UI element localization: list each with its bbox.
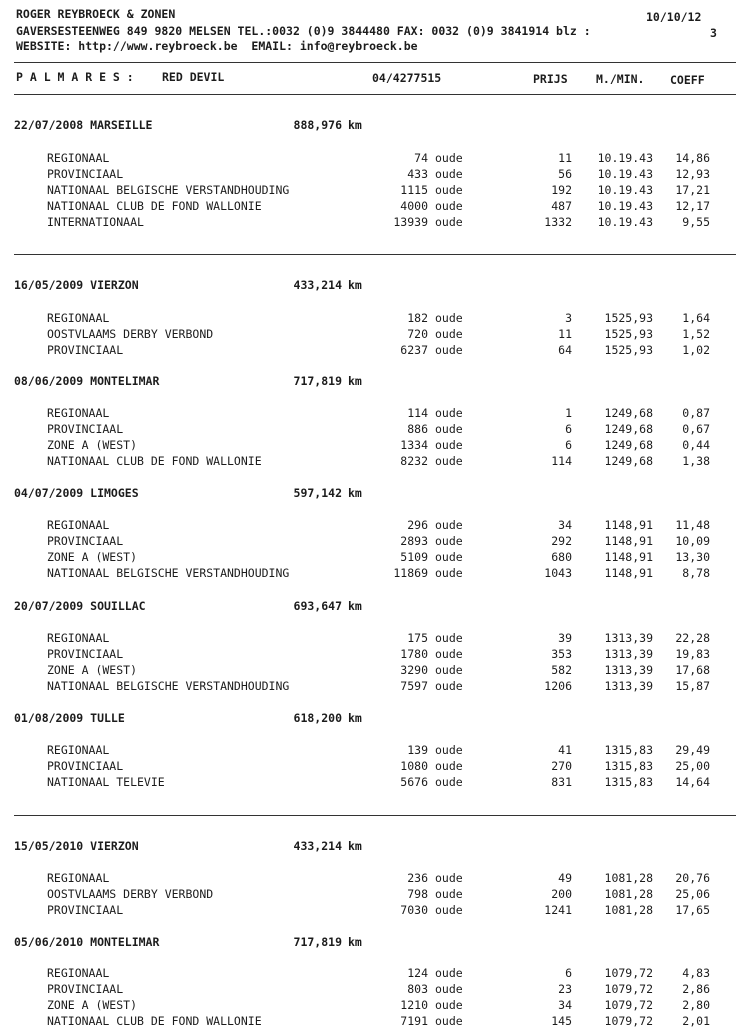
cell-prize: 6 <box>565 438 572 452</box>
cell-coeff: 0,44 <box>682 438 710 452</box>
cell-count: 114 <box>407 406 428 420</box>
race-title: 20/07/2009 SOUILLAC <box>14 599 146 613</box>
cell-cat: oude <box>435 311 463 325</box>
cell-prize: 831 <box>551 775 572 789</box>
cell-speed: 10.19.43 <box>597 151 653 165</box>
cell-speed: 1148,91 <box>604 550 653 564</box>
cell-prize: 1043 <box>544 566 572 580</box>
cell-competition: ZONE A (WEST) <box>47 550 138 564</box>
cell-competition: REGIONAAL <box>47 966 110 980</box>
bird-name: RED DEVIL <box>162 70 225 84</box>
cell-count: 8232 <box>400 454 428 468</box>
race-distance: 433,214 <box>293 278 342 292</box>
palmares-label: P A L M A R E S : <box>16 70 134 84</box>
distance-unit: km <box>348 839 362 853</box>
distance-unit: km <box>348 118 362 132</box>
cell-cat: oude <box>435 534 463 548</box>
cell-coeff: 14,86 <box>675 151 710 165</box>
cell-prize: 49 <box>558 871 572 885</box>
cell-competition: PROVINCIAAL <box>47 759 124 773</box>
cell-competition: REGIONAAL <box>47 743 110 757</box>
cell-speed: 1315,83 <box>604 743 653 757</box>
cell-competition: PROVINCIAAL <box>47 167 124 181</box>
cell-count: 124 <box>407 966 428 980</box>
company-name: ROGER REYBROECK & ZONEN <box>16 7 176 21</box>
cell-prize: 6 <box>565 966 572 980</box>
cell-prize: 353 <box>551 647 572 661</box>
column-speed: M./MIN. <box>596 72 645 86</box>
cell-count: 7191 <box>400 1014 428 1028</box>
cell-speed: 1148,91 <box>604 518 653 532</box>
cell-count: 1210 <box>400 998 428 1012</box>
cell-competition: NATIONAAL BELGISCHE VERSTANDHOUDING <box>47 566 290 580</box>
cell-coeff: 8,78 <box>682 566 710 580</box>
cell-cat: oude <box>435 454 463 468</box>
cell-coeff: 11,48 <box>675 518 710 532</box>
cell-speed: 1313,39 <box>604 663 653 677</box>
cell-count: 7597 <box>400 679 428 693</box>
cell-cat: oude <box>435 438 463 452</box>
cell-coeff: 1,64 <box>682 311 710 325</box>
cell-speed: 1315,83 <box>604 775 653 789</box>
cell-competition: NATIONAAL BELGISCHE VERSTANDHOUDING <box>47 183 290 197</box>
cell-speed: 1249,68 <box>604 422 653 436</box>
cell-competition: PROVINCIAAL <box>47 982 124 996</box>
race-title: 01/08/2009 TULLE <box>14 711 125 725</box>
cell-speed: 1148,91 <box>604 566 653 580</box>
cell-prize: 11 <box>558 327 572 341</box>
cell-count: 296 <box>407 518 428 532</box>
cell-speed: 10.19.43 <box>597 167 653 181</box>
cell-count: 803 <box>407 982 428 996</box>
cell-count: 433 <box>407 167 428 181</box>
cell-speed: 1249,68 <box>604 438 653 452</box>
race-distance: 717,819 <box>293 935 342 949</box>
cell-speed: 1525,93 <box>604 327 653 341</box>
cell-cat: oude <box>435 759 463 773</box>
cell-coeff: 1,38 <box>682 454 710 468</box>
cell-competition: REGIONAAL <box>47 311 110 325</box>
cell-count: 1080 <box>400 759 428 773</box>
cell-competition: OOSTVLAAMS DERBY VERBOND <box>47 887 214 901</box>
cell-speed: 1525,93 <box>604 311 653 325</box>
page-number: 3 <box>710 26 717 40</box>
cell-coeff: 29,49 <box>675 743 710 757</box>
column-prijs: PRIJS <box>533 72 568 86</box>
cell-coeff: 9,55 <box>682 215 710 229</box>
cell-cat: oude <box>435 743 463 757</box>
cell-cat: oude <box>435 998 463 1012</box>
cell-speed: 1148,91 <box>604 534 653 548</box>
race-title: 15/05/2010 VIERZON <box>14 839 139 853</box>
cell-cat: oude <box>435 343 463 357</box>
cell-count: 720 <box>407 327 428 341</box>
cell-prize: 1 <box>565 406 572 420</box>
cell-prize: 270 <box>551 759 572 773</box>
cell-coeff: 25,00 <box>675 759 710 773</box>
cell-cat: oude <box>435 887 463 901</box>
race-title: 05/06/2010 MONTELIMAR <box>14 935 160 949</box>
cell-count: 1334 <box>400 438 428 452</box>
cell-speed: 1081,28 <box>604 903 653 917</box>
cell-prize: 6 <box>565 422 572 436</box>
cell-speed: 1313,39 <box>604 679 653 693</box>
cell-coeff: 20,76 <box>675 871 710 885</box>
cell-competition: ZONE A (WEST) <box>47 438 138 452</box>
cell-count: 2893 <box>400 534 428 548</box>
cell-competition: INTERNATIONAAL <box>47 215 144 229</box>
cell-prize: 23 <box>558 982 572 996</box>
cell-prize: 41 <box>558 743 572 757</box>
cell-coeff: 13,30 <box>675 550 710 564</box>
cell-prize: 3 <box>565 311 572 325</box>
distance-unit: km <box>348 935 362 949</box>
cell-count: 182 <box>407 311 428 325</box>
cell-prize: 487 <box>551 199 572 213</box>
cell-speed: 1079,72 <box>604 1014 653 1028</box>
cell-count: 11869 <box>393 566 428 580</box>
cell-coeff: 10,09 <box>675 534 710 548</box>
cell-coeff: 14,64 <box>675 775 710 789</box>
cell-competition: PROVINCIAAL <box>47 903 124 917</box>
cell-competition: ZONE A (WEST) <box>47 663 138 677</box>
cell-count: 1780 <box>400 647 428 661</box>
cell-competition: REGIONAAL <box>47 406 110 420</box>
cell-cat: oude <box>435 679 463 693</box>
cell-prize: 34 <box>558 518 572 532</box>
race-title: 22/07/2008 MARSEILLE <box>14 118 153 132</box>
cell-count: 886 <box>407 422 428 436</box>
cell-speed: 1313,39 <box>604 631 653 645</box>
cell-count: 1115 <box>400 183 428 197</box>
cell-speed: 1079,72 <box>604 982 653 996</box>
cell-cat: oude <box>435 183 463 197</box>
cell-coeff: 15,87 <box>675 679 710 693</box>
cell-prize: 1206 <box>544 679 572 693</box>
cell-speed: 1315,83 <box>604 759 653 773</box>
cell-speed: 1079,72 <box>604 966 653 980</box>
cell-speed: 1249,68 <box>604 454 653 468</box>
cell-prize: 1241 <box>544 903 572 917</box>
cell-count: 4000 <box>400 199 428 213</box>
cell-competition: PROVINCIAAL <box>47 647 124 661</box>
cell-cat: oude <box>435 663 463 677</box>
cell-coeff: 4,83 <box>682 966 710 980</box>
cell-count: 175 <box>407 631 428 645</box>
cell-competition: OOSTVLAAMS DERBY VERBOND <box>47 327 214 341</box>
cell-cat: oude <box>435 1014 463 1028</box>
race-title: 08/06/2009 MONTELIMAR <box>14 374 160 388</box>
cell-competition: NATIONAAL TELEVIE <box>47 775 165 789</box>
cell-competition: PROVINCIAAL <box>47 534 124 548</box>
distance-unit: km <box>348 486 362 500</box>
cell-speed: 1079,72 <box>604 998 653 1012</box>
cell-count: 6237 <box>400 343 428 357</box>
cell-coeff: 22,28 <box>675 631 710 645</box>
cell-coeff: 17,68 <box>675 663 710 677</box>
cell-competition: NATIONAAL CLUB DE FOND WALLONIE <box>47 1014 262 1028</box>
cell-competition: PROVINCIAAL <box>47 422 124 436</box>
cell-cat: oude <box>435 151 463 165</box>
cell-coeff: 12,93 <box>675 167 710 181</box>
cell-competition: NATIONAAL CLUB DE FOND WALLONIE <box>47 454 262 468</box>
race-distance: 693,647 <box>293 599 342 613</box>
race-title: 04/07/2009 LIMOGES <box>14 486 139 500</box>
cell-cat: oude <box>435 903 463 917</box>
race-distance: 888,976 <box>293 118 342 132</box>
cell-competition: NATIONAAL BELGISCHE VERSTANDHOUDING <box>47 679 290 693</box>
cell-cat: oude <box>435 647 463 661</box>
cell-coeff: 19,83 <box>675 647 710 661</box>
cell-prize: 11 <box>558 151 572 165</box>
cell-prize: 1332 <box>544 215 572 229</box>
race-title: 16/05/2009 VIERZON <box>14 278 139 292</box>
cell-count: 5676 <box>400 775 428 789</box>
cell-cat: oude <box>435 518 463 532</box>
distance-unit: km <box>348 374 362 388</box>
cell-coeff: 2,01 <box>682 1014 710 1028</box>
cell-count: 13939 <box>393 215 428 229</box>
cell-competition: REGIONAAL <box>47 518 110 532</box>
cell-cat: oude <box>435 982 463 996</box>
cell-count: 236 <box>407 871 428 885</box>
cell-count: 3290 <box>400 663 428 677</box>
cell-speed: 1081,28 <box>604 887 653 901</box>
cell-cat: oude <box>435 327 463 341</box>
cell-cat: oude <box>435 406 463 420</box>
cell-competition: PROVINCIAAL <box>47 343 124 357</box>
cell-competition: REGIONAAL <box>47 871 110 885</box>
cell-prize: 114 <box>551 454 572 468</box>
cell-prize: 192 <box>551 183 572 197</box>
season-divider-2009 <box>14 815 736 816</box>
cell-competition: REGIONAAL <box>47 151 110 165</box>
cell-coeff: 1,02 <box>682 343 710 357</box>
cell-prize: 200 <box>551 887 572 901</box>
cell-cat: oude <box>435 215 463 229</box>
cell-prize: 56 <box>558 167 572 181</box>
cell-cat: oude <box>435 871 463 885</box>
ring-number: 04/4277515 <box>372 71 442 85</box>
header-rule <box>14 62 736 63</box>
cell-prize: 145 <box>551 1014 572 1028</box>
cell-cat: oude <box>435 167 463 181</box>
cell-count: 74 <box>414 151 428 165</box>
cell-cat: oude <box>435 199 463 213</box>
season-divider-2008 <box>14 254 736 255</box>
cell-competition: REGIONAAL <box>47 631 110 645</box>
cell-coeff: 2,86 <box>682 982 710 996</box>
cell-cat: oude <box>435 566 463 580</box>
cell-prize: 292 <box>551 534 572 548</box>
cell-count: 5109 <box>400 550 428 564</box>
cell-coeff: 12,17 <box>675 199 710 213</box>
cell-prize: 64 <box>558 343 572 357</box>
company-address: GAVERSESTEENWEG 849 9820 MELSEN TEL.:0032 (0)9 3844480 FAX: 0032 (0)9 3841914 blz : <box>16 24 591 38</box>
cell-cat: oude <box>435 775 463 789</box>
column-header-rule <box>14 94 736 95</box>
column-coeff: COEFF <box>670 73 705 87</box>
cell-cat: oude <box>435 550 463 564</box>
cell-cat: oude <box>435 422 463 436</box>
cell-speed: 1525,93 <box>604 343 653 357</box>
cell-coeff: 1,52 <box>682 327 710 341</box>
cell-speed: 1081,28 <box>604 871 653 885</box>
cell-speed: 10.19.43 <box>597 215 653 229</box>
cell-speed: 1313,39 <box>604 647 653 661</box>
cell-count: 798 <box>407 887 428 901</box>
cell-prize: 39 <box>558 631 572 645</box>
cell-coeff: 0,67 <box>682 422 710 436</box>
cell-competition: ZONE A (WEST) <box>47 998 138 1012</box>
cell-prize: 582 <box>551 663 572 677</box>
cell-speed: 10.19.43 <box>597 183 653 197</box>
cell-coeff: 17,65 <box>675 903 710 917</box>
cell-prize: 680 <box>551 550 572 564</box>
cell-count: 139 <box>407 743 428 757</box>
cell-coeff: 25,06 <box>675 887 710 901</box>
cell-competition: NATIONAAL CLUB DE FOND WALLONIE <box>47 199 262 213</box>
cell-coeff: 17,21 <box>675 183 710 197</box>
distance-unit: km <box>348 711 362 725</box>
cell-coeff: 0,87 <box>682 406 710 420</box>
race-distance: 433,214 <box>293 839 342 853</box>
print-date: 10/10/12 <box>646 10 702 24</box>
cell-prize: 34 <box>558 998 572 1012</box>
race-distance: 618,200 <box>293 711 342 725</box>
cell-speed: 1249,68 <box>604 406 653 420</box>
cell-speed: 10.19.43 <box>597 199 653 213</box>
cell-count: 7030 <box>400 903 428 917</box>
distance-unit: km <box>348 599 362 613</box>
distance-unit: km <box>348 278 362 292</box>
company-web-email: WEBSITE: http://www.reybroeck.be EMAIL: info@reybroeck.be <box>16 39 418 53</box>
cell-cat: oude <box>435 631 463 645</box>
cell-coeff: 2,80 <box>682 998 710 1012</box>
race-distance: 717,819 <box>293 374 342 388</box>
race-distance: 597,142 <box>293 486 342 500</box>
cell-cat: oude <box>435 966 463 980</box>
